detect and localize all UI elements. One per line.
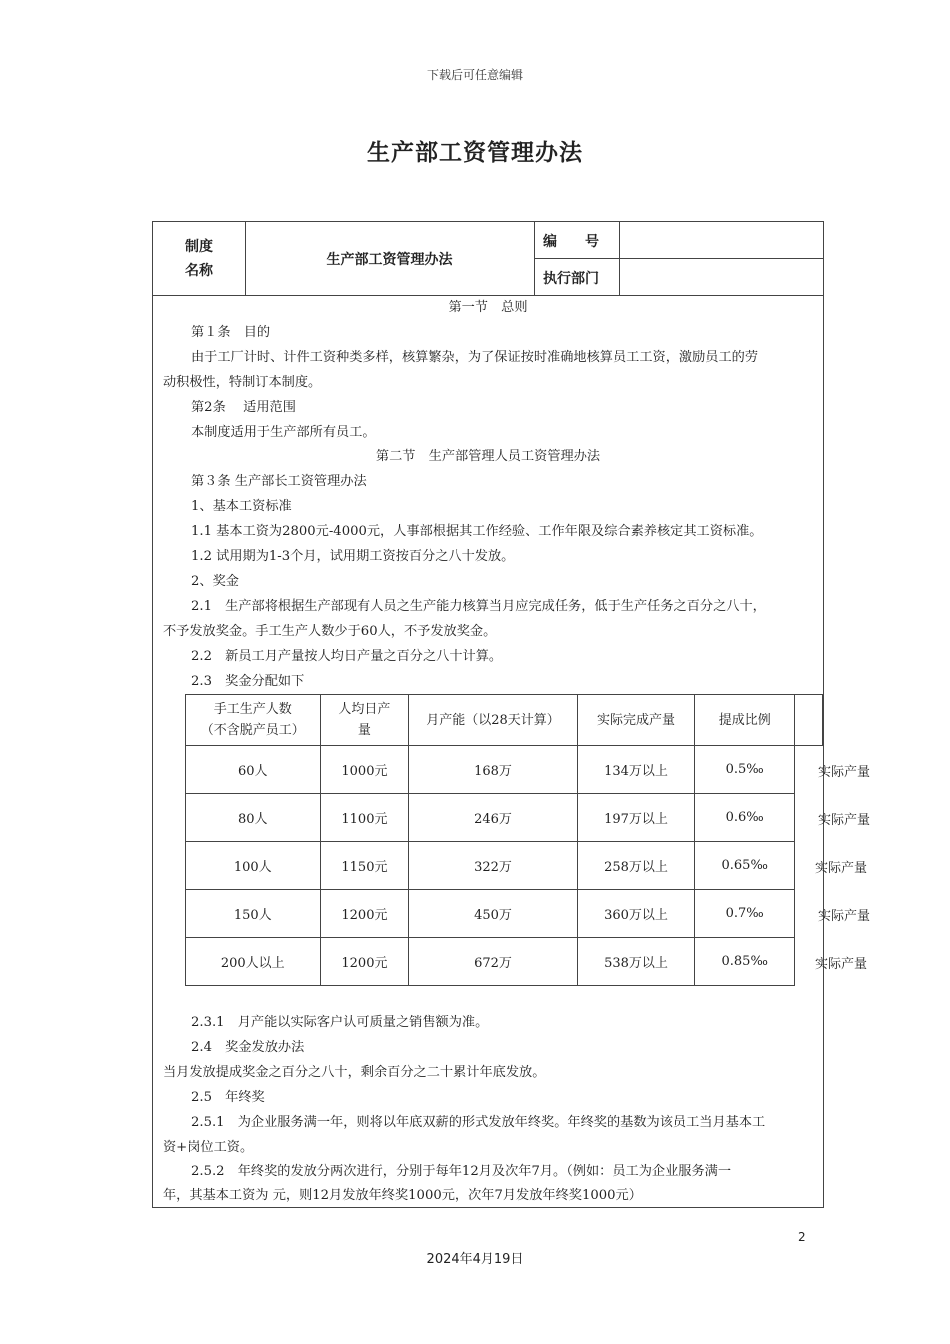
article2-text: 本制度适用于生产部所有员工。	[191, 425, 376, 440]
cell-people: 100人	[186, 842, 321, 890]
para-2-5-1-a: 2.5.1 为企业服务满一年，则将以年底双薪的形式发放年终奖。年终奖的基数为该员工当月基本工	[191, 1115, 766, 1130]
cell-monthly: 246万	[409, 794, 577, 842]
section2-heading: 第二节 生产部管理人员工资管理办法	[375, 449, 601, 464]
para-2-5-2-b: 年，其基本工资为 元，则12月发放年终奖1000元，次年7月发放年终奖1000元）	[163, 1188, 642, 1203]
article1-text-2: 动积极性，特制订本制度。	[163, 375, 322, 390]
cell-monthly: 672万	[409, 938, 577, 986]
row-extra-label: 实际产量	[815, 861, 868, 876]
para-1-2: 1.2 试用期为1-3个月，试用期工资按百分之八十发放。	[191, 549, 515, 564]
bonus-table	[185, 694, 823, 986]
para-2-3-1: 2.3.1 月产能以实际客户认可质量之销售额为准。	[191, 1015, 489, 1030]
para-2-3: 2.3 奖金分配如下	[191, 674, 305, 689]
cell-actual: 197万以上	[577, 794, 695, 842]
cell-ratio: 0.85‰	[695, 938, 795, 986]
para-2-4: 2.4 奖金发放办法	[191, 1040, 305, 1055]
name-value: 生产部工资管理办法	[326, 252, 453, 268]
article2-heading: 第2条 适用范围	[191, 400, 296, 415]
page-number: 2	[798, 1230, 806, 1244]
para-2-1-b: 不予发放奖金。手工生产人数少于60人，不予发放奖金。	[163, 624, 497, 639]
cell-monthly: 450万	[409, 890, 577, 938]
header-actual: 实际完成产量	[577, 695, 695, 746]
name-label-line1: 制度	[185, 239, 213, 255]
table-row	[186, 794, 823, 842]
row-extra-label: 实际产量	[818, 765, 871, 780]
cell-actual: 538万以上	[577, 938, 695, 986]
name-label-line2: 名称	[185, 263, 213, 279]
info-table	[153, 222, 823, 296]
number-label: 编 号	[543, 234, 599, 250]
article1-text-1: 由于工厂计时、计件工资种类多样，核算繁杂，为了保证按时准确地核算员工工资，激励员工的劳	[191, 350, 759, 365]
header-daily	[320, 695, 409, 746]
cell-people: 200人以上	[186, 938, 321, 986]
header-people	[186, 695, 321, 746]
bonus-table-header	[186, 695, 823, 746]
table-row	[186, 842, 823, 890]
cell-daily: 1000元	[320, 746, 409, 794]
cell-actual: 360万以上	[577, 890, 695, 938]
section1-heading: 第一节 总则	[448, 300, 528, 315]
cell-actual: 258万以上	[577, 842, 695, 890]
row-extra-label: 实际产量	[818, 909, 871, 924]
table-row	[186, 746, 823, 794]
cell-ratio: 0.6‰	[695, 794, 795, 842]
cell-monthly: 322万	[409, 842, 577, 890]
cell-actual: 134万以上	[577, 746, 695, 794]
cell-daily: 1200元	[320, 890, 409, 938]
header-daily-line1: 人均日产	[338, 702, 391, 717]
cell-monthly: 168万	[409, 746, 577, 794]
header-people-line2: （不含脱产员工）	[200, 723, 305, 738]
cell-daily: 1200元	[320, 938, 409, 986]
name-label	[153, 235, 245, 283]
cell-ratio: 0.5‰	[695, 746, 795, 794]
header-daily-line2: 量	[357, 723, 371, 738]
row-extra-label: 实际产量	[815, 957, 868, 972]
row-extra-label: 实际产量	[818, 813, 871, 828]
cell-ratio: 0.7‰	[695, 890, 795, 938]
cell-people: 60人	[186, 746, 321, 794]
cell-ratio: 0.65‰	[695, 842, 795, 890]
para-1: 1、基本工资标准	[191, 499, 292, 514]
header-note: 下载后可任意编辑	[426, 68, 523, 82]
table-row	[186, 890, 823, 938]
cell-daily: 1100元	[320, 794, 409, 842]
cell-people: 80人	[186, 794, 321, 842]
article1-heading: 第１条 目的	[191, 325, 271, 340]
cell-daily: 1150元	[320, 842, 409, 890]
para-2-5-2-a: 2.5.2 年终奖的发放分两次进行，分别于每年12月及次年7月。（例如：员工为企业服务满一	[191, 1164, 732, 1179]
footer-date: 2024年4月19日	[426, 1252, 524, 1267]
para-2-1-a: 2.1 生产部将根据生产部现有人员之生产能力核算当月应完成任务，低于生产任务之百分之八十，	[191, 599, 766, 614]
dept-label: 执行部门	[543, 271, 599, 287]
article3-heading: 第３条 生产部长工资管理办法	[191, 474, 367, 489]
para-1-1: 1.1 基本工资为2800元-4000元，人事部根据其工作经验、工作年限及综合素养核定其工资标准。	[191, 524, 763, 539]
para-2-2: 2.2 新员工月产量按人均日产量之百分之八十计算。	[191, 649, 503, 664]
header-monthly: 月产能（以28天计算）	[409, 695, 577, 746]
header-ratio: 提成比例	[695, 695, 795, 746]
cell-people: 150人	[186, 890, 321, 938]
header-people-line1: 手工生产人数	[213, 702, 292, 717]
document-frame	[152, 221, 871, 1208]
para-2-5: 2.5 年终奖	[191, 1090, 265, 1105]
para-2-4-text: 当月发放提成奖金之百分之八十，剩余百分之二十累计年底发放。	[163, 1065, 546, 1080]
para-2: 2、奖金	[191, 574, 239, 589]
document-title: 生产部工资管理办法	[367, 140, 583, 166]
table-row	[186, 938, 823, 986]
header-extra	[795, 695, 823, 746]
para-2-5-1-b: 资+岗位工资。	[163, 1140, 254, 1155]
